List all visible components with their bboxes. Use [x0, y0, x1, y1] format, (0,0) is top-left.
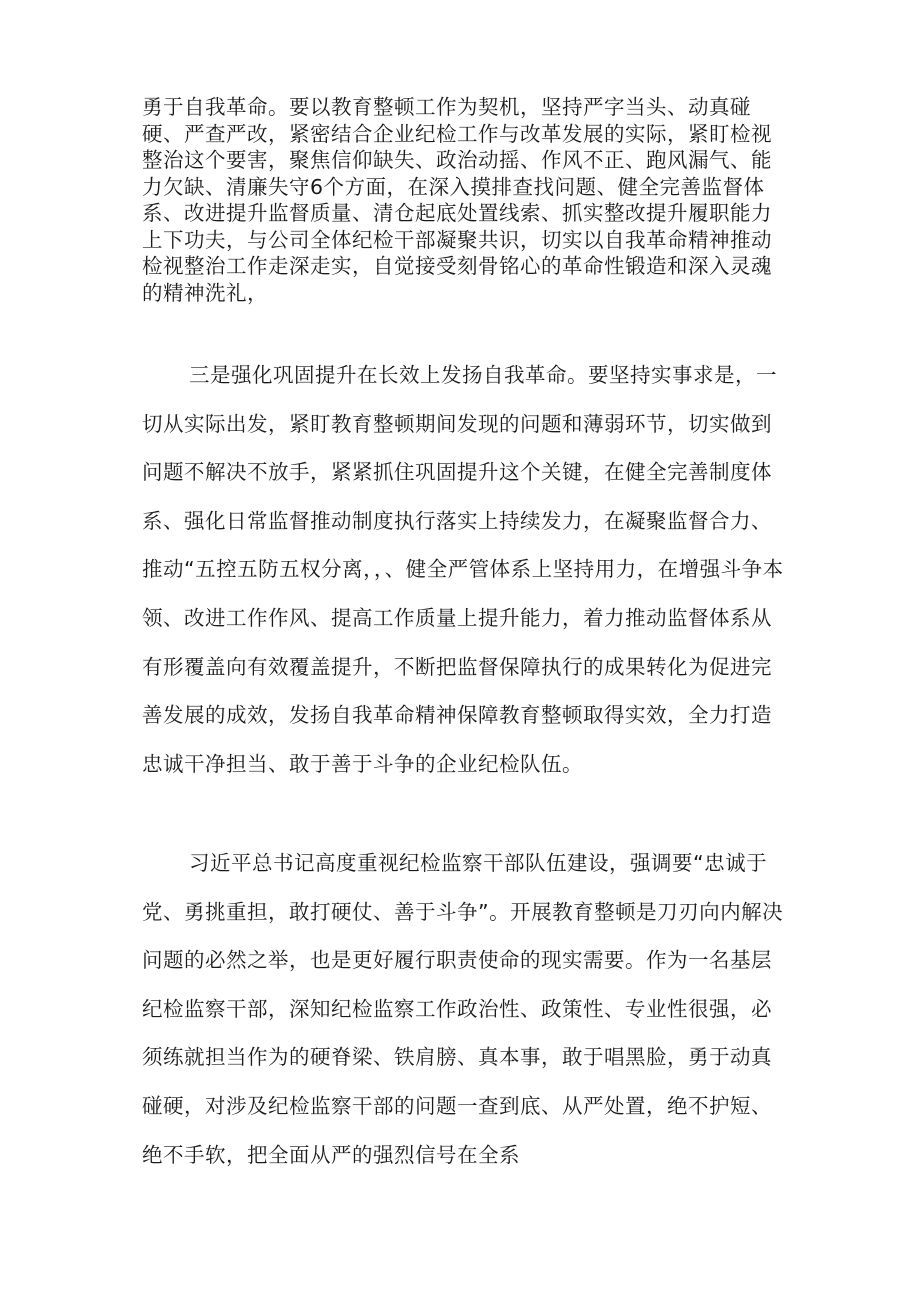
paragraph-self-revolution-continued: 勇于自我革命。要以教育整顿工作为契机，坚持严字当头、动真碰硬、严查严改，紧密结合企业纪检工作与改革发展的实际，紧盯检视整治这个要害，聚焦信仰缺失、政治动摇、作风不正、跑风漏气、能力欠缺、清廉失守6个方面，在深入摸排查找问题、健全完善监督体系、改进提升监督质量、清仓起底处置线索、抓实整改提升履职能力上下功夫，与公司全体纪检干部凝聚共识，切实以自我革命精神推动检视整治工作走深走实，自觉接受刻骨铭心的革命性锻造和深入灵魂的精神洗礼， — [142, 95, 772, 305]
paragraph-consolidate-improve: 三是强化巩固提升在长效上发扬自我革命。要坚持实事求是，一切从实际出发，紧盯教育整顿期间发现的问题和薄弱环节，切实做到问题不解决不放手，紧紧抓住巩固提升这个关键，在健全完善制度体系、强化日常监督推动制度执行落实上持续发力，在凝聚监督合力、推动“五控五防五权分离，，、健全严管体系上坚持用力，在增强斗争本领、改进工作作风、提高工作质量上提升能力，着力推动监督体系从有形覆盖向有效覆盖提升，不断把监督保障执行的成果转化为促进完善发展的成效，发扬自我革命精神保障教育整顿取得实效，全力打造忠诚干净担当、敢于善于斗争的企业纪检队伍。 — [142, 363, 784, 776]
paragraph-team-building: 习近平总书记高度重视纪检监察干部队伍建设，强调要“忠诚于党、勇挑重担，敢打硬仗、善于斗争”。开展教育整顿是刀刃向内解决问题的必然之举，也是更好履行职责使命的现实需要。作为一名基层纪检监察干部，深知纪检监察工作政治性、政策性、专业性很强，必须练就担当作为的硬脊梁、铁肩膀、真本事，敢于唱黑脸，勇于动真碰硬，对涉及纪检监察干部的问题一查到底、从严处置，绝不护短、绝不手软，把全面从严的强烈信号在全系 — [142, 851, 784, 1167]
